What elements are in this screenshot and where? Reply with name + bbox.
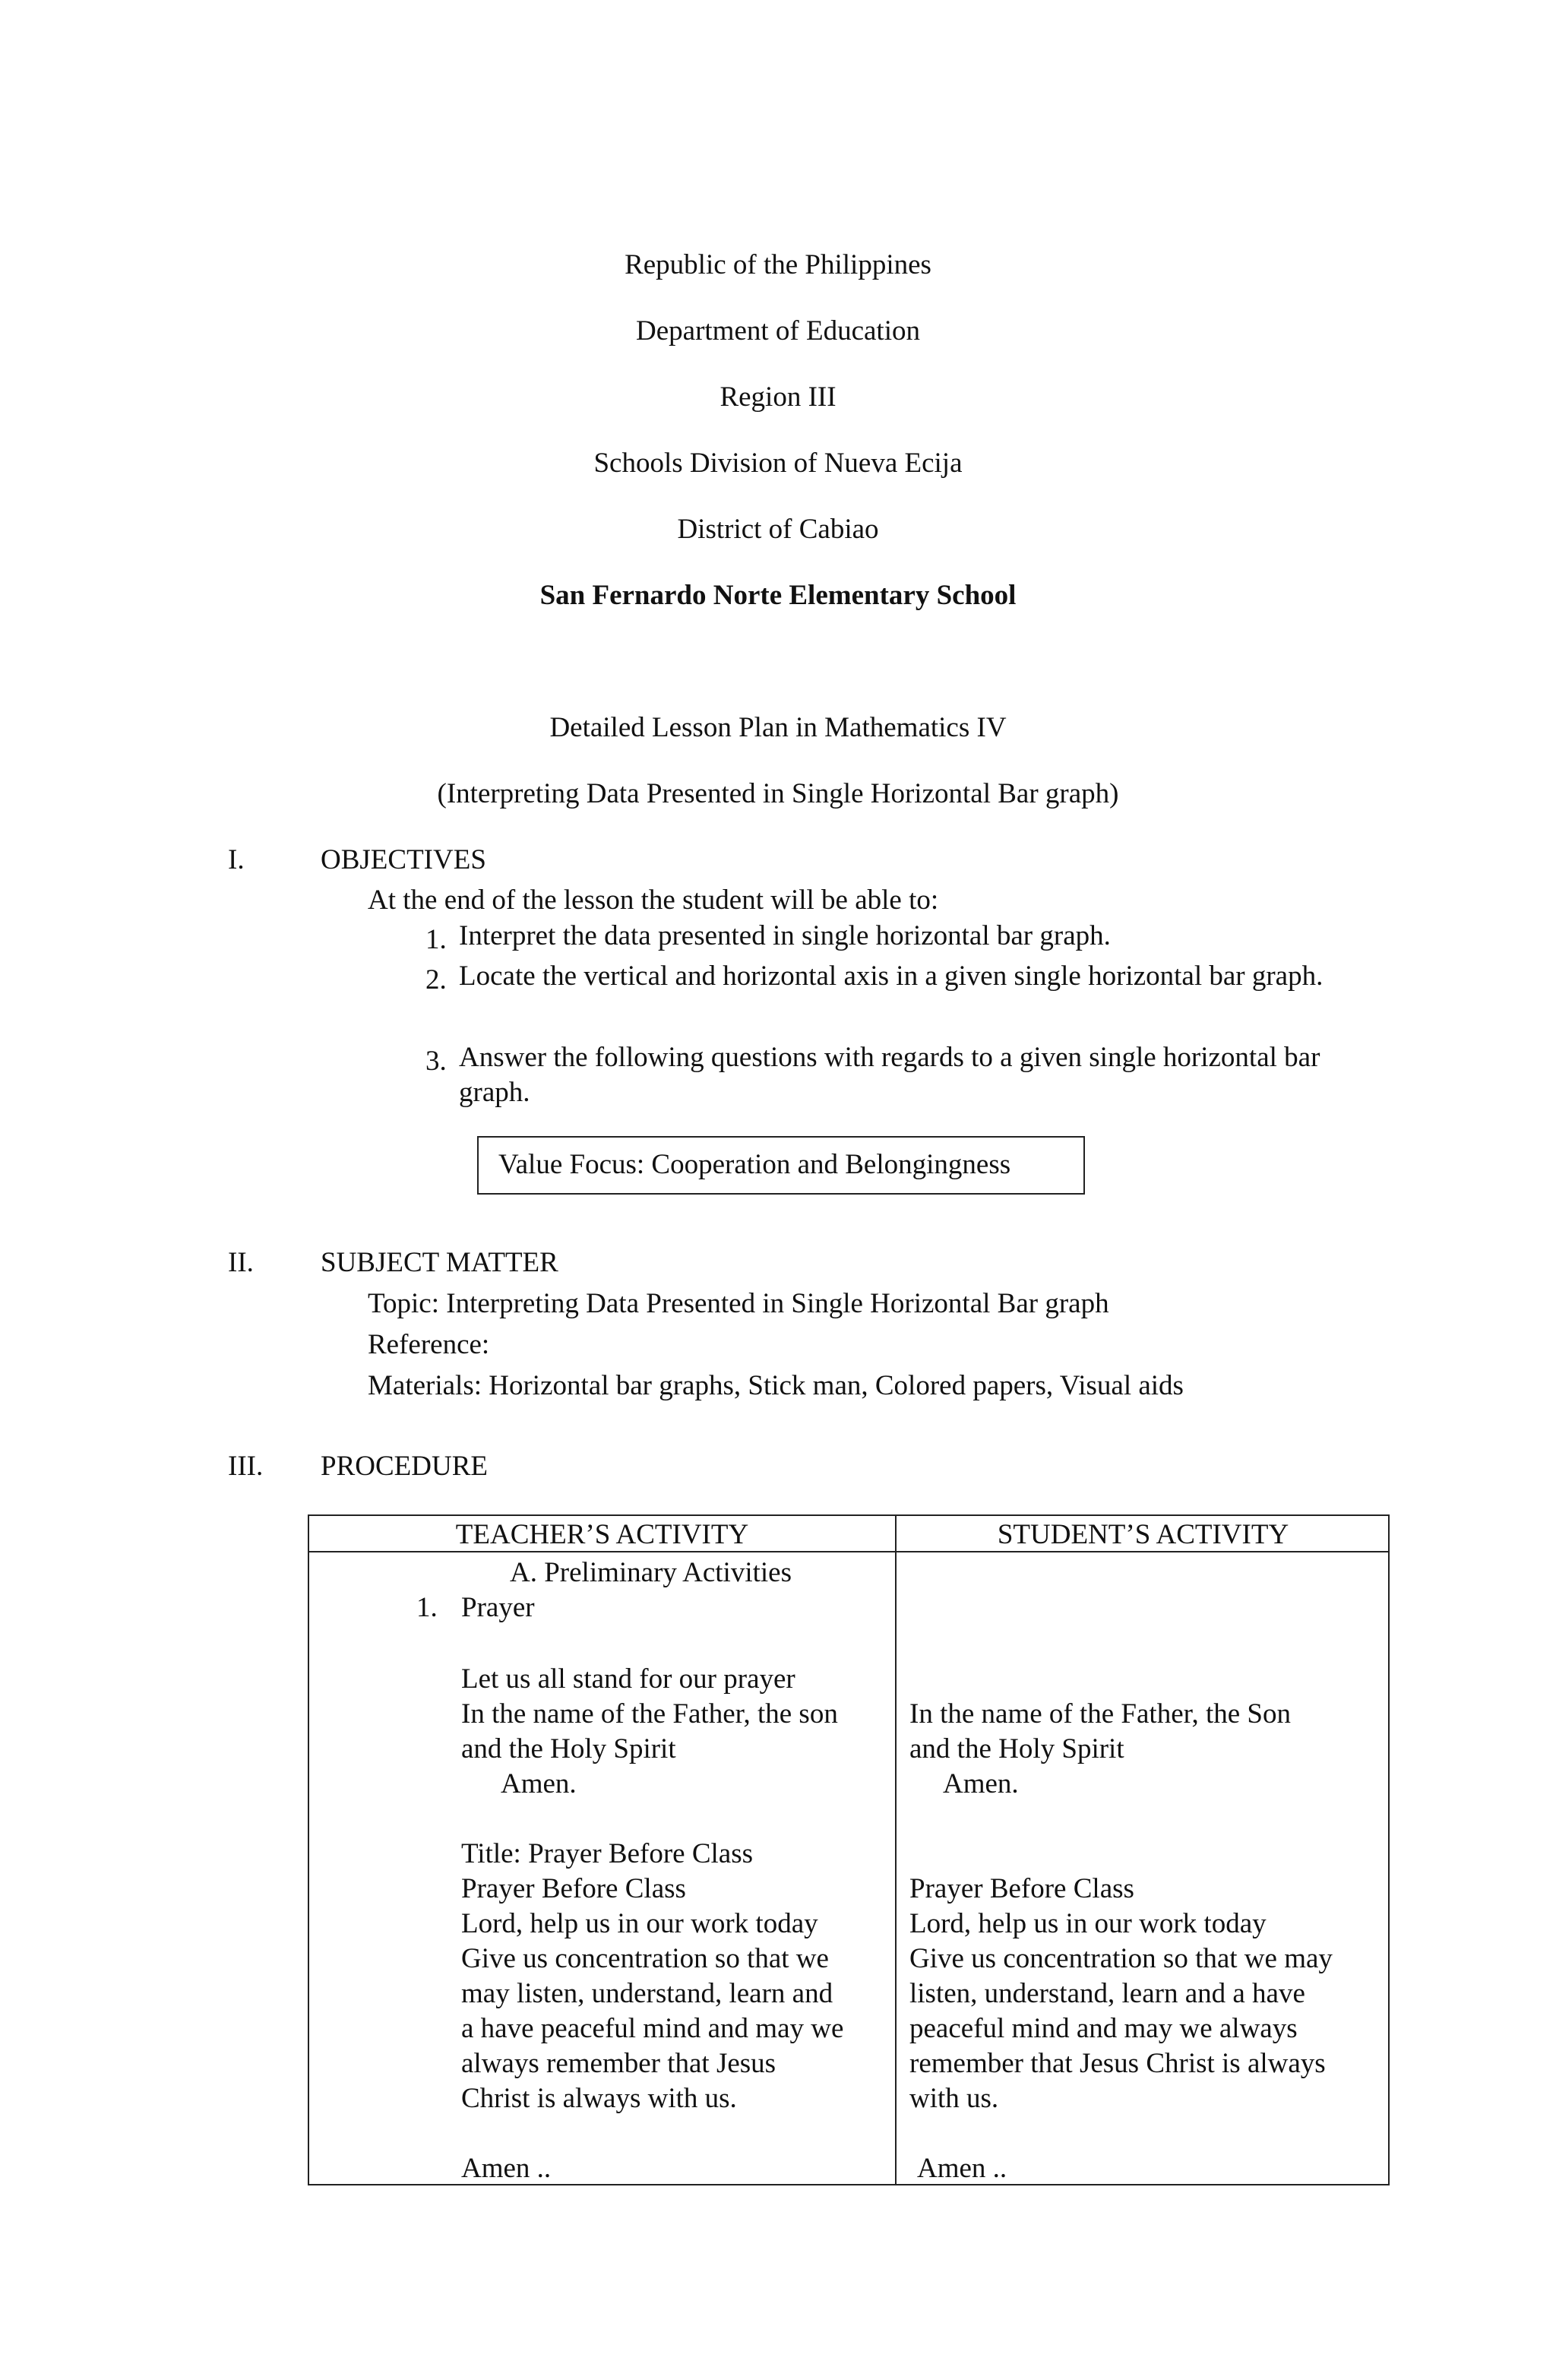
lesson-title: Detailed Lesson Plan in Mathematics IV (549, 712, 1007, 743)
student-line: Lord, help us in our work today (909, 1908, 1267, 1939)
student-line: Amen. (943, 1768, 1019, 1799)
teacher-line: Amen .. (461, 2153, 552, 2184)
teacher-line: and the Holy Spirit (461, 1733, 676, 1764)
teacher-line: In the name of the Father, the son (461, 1698, 838, 1730)
teacher-line: always remember that Jesus (461, 2048, 776, 2079)
student-activity-header: STUDENT’S ACTIVITY (997, 1519, 1289, 1550)
topic-line: Topic: Interpreting Data Presented in Single Horizontal Bar graph (368, 1288, 1109, 1319)
header-school: San Fernardo Norte Elementary School (539, 580, 1017, 611)
teacher-line: Lord, help us in our work today (461, 1908, 818, 1939)
objectives-numeral: I. (228, 844, 245, 875)
student-line: peaceful mind and may we always (909, 2013, 1298, 2044)
teacher-activity-header: TEACHER’S ACTIVITY (455, 1519, 749, 1550)
objectives-intro: At the end of the lesson the student will be able to: (368, 885, 939, 916)
teacher-line: Title: Prayer Before Class (461, 1838, 754, 1869)
student-line: Prayer Before Class (909, 1873, 1134, 1904)
student-line: with us. (909, 2083, 999, 2114)
materials-line: Materials: Horizontal bar graphs, Stick man, Colored papers, Visual aids (368, 1370, 1184, 1401)
student-line: Give us concentration so that we may (909, 1943, 1333, 1974)
header-republic: Republic of the Philippines (625, 249, 931, 280)
teacher-line: Prayer Before Class (461, 1873, 686, 1904)
header-district: District of Cabiao (677, 514, 879, 545)
subject-matter-heading: SUBJECT MATTER (321, 1247, 558, 1278)
lesson-subtitle: (Interpreting Data Presented in Single Horizontal Bar graph) (437, 778, 1119, 809)
prayer-label: Prayer (461, 1592, 535, 1623)
procedure-heading: PROCEDURE (321, 1451, 488, 1482)
student-line: In the name of the Father, the Son (909, 1698, 1291, 1730)
preliminary-activities-heading: A. Preliminary Activities (510, 1557, 792, 1588)
objective-number: 1. (425, 924, 447, 955)
procedure-table (308, 1514, 1390, 2185)
value-focus-box (477, 1136, 1085, 1195)
teacher-line: Let us all stand for our prayer (461, 1663, 795, 1695)
header-region: Region III (719, 381, 837, 413)
value-focus-text: Value Focus: Cooperation and Belongingness (498, 1149, 1011, 1180)
table-header-divider (309, 1551, 1388, 1552)
student-line: remember that Jesus Christ is always (909, 2048, 1326, 2079)
objectives-heading: OBJECTIVES (321, 844, 486, 875)
objective-number: 3. (425, 1046, 447, 1077)
teacher-line: a have peaceful mind and may we (461, 2013, 844, 2044)
student-line: Amen .. (917, 2153, 1007, 2184)
header-division: Schools Division of Nueva Ecija (593, 448, 963, 479)
header-department: Department of Education (636, 315, 920, 347)
teacher-line: Amen. (501, 1768, 577, 1799)
teacher-line: Christ is always with us. (461, 2083, 737, 2114)
teacher-line: Give us concentration so that we (461, 1943, 829, 1974)
objective-item: Answer the following questions with regards to a given single horizontal bar graph. (459, 1042, 1320, 1108)
prayer-number: 1. (416, 1592, 438, 1623)
objective-number: 2. (425, 964, 447, 995)
objective-item: Interpret the data presented in single horizontal bar graph. (459, 920, 1111, 951)
student-line: listen, understand, learn and a have (909, 1978, 1305, 2009)
procedure-numeral: III. (228, 1451, 264, 1482)
subject-matter-numeral: II. (228, 1247, 254, 1278)
table-column-divider (895, 1516, 897, 2184)
reference-line: Reference: (368, 1329, 490, 1360)
teacher-line: may listen, understand, learn and (461, 1978, 833, 2009)
student-line: and the Holy Spirit (909, 1733, 1124, 1764)
objective-item: Locate the vertical and horizontal axis in a given single horizontal bar graph. (459, 961, 1324, 992)
